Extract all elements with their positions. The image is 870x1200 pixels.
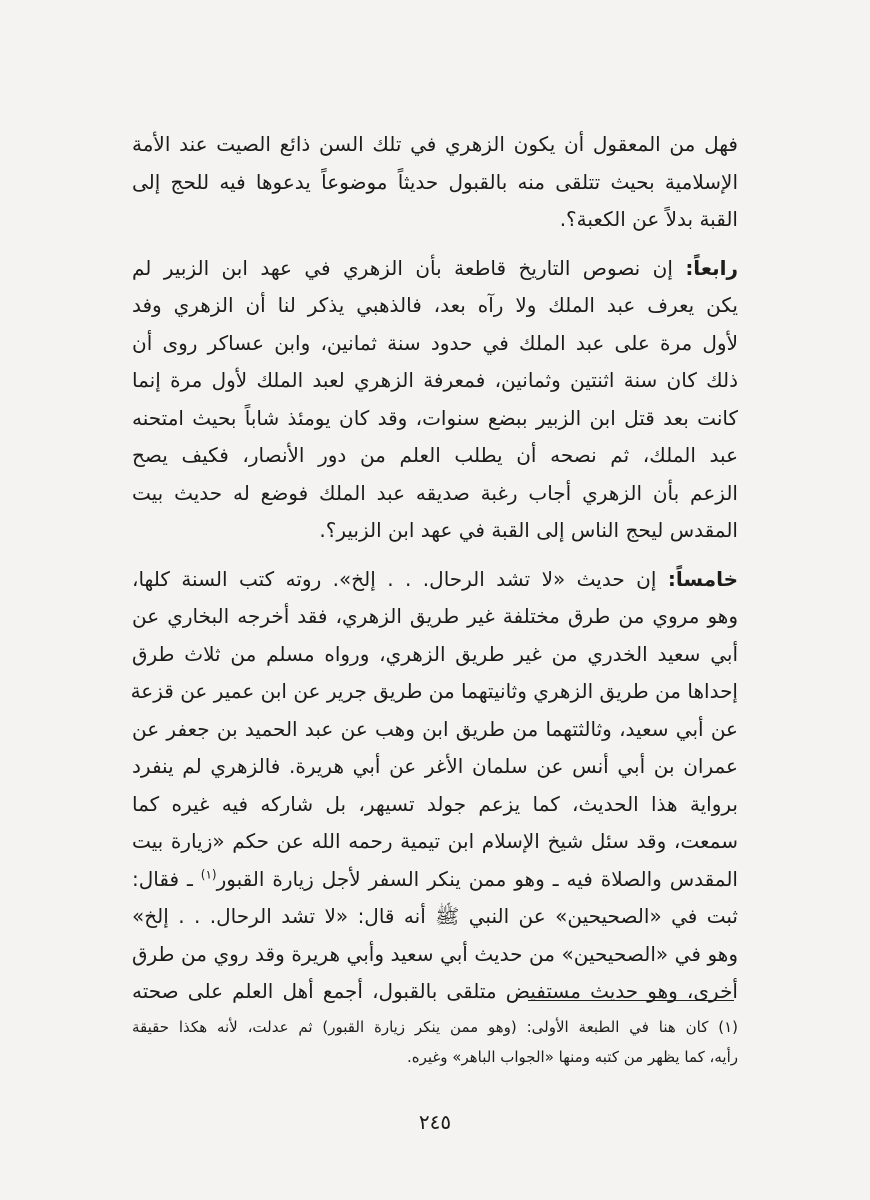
footnote-marker: (١) bbox=[200, 866, 217, 881]
page-number: ٢٤٥ bbox=[418, 1110, 452, 1134]
text-line bbox=[132, 561, 738, 599]
text-line: ذلك كان سنة اثنتين وثمانين، فمعرفة الزهري لعبد الملك لأول مرة إنما bbox=[132, 368, 738, 392]
text-line: يكن يعرف عبد الملك ولا رآه بعد، فالذهبي يذكر لنا أن الزهري وفد bbox=[132, 293, 738, 317]
text-line: القبة بدلاً عن الكعبة؟. bbox=[559, 207, 738, 231]
text-line: أبي سعيد الخدري من غير طريق الزهري، ورواه مسلم من ثلاث طرق bbox=[132, 641, 738, 666]
text-line: ثبت في «الصحيحين» عن النبي ﷺ أنه قال: «لا تشد الرحال. . . إلخ» bbox=[132, 904, 738, 928]
text-line: برواية هذا الحديث، كما يزعم جولد تسيهر، بل شاركه فيه غيره كما bbox=[132, 791, 738, 816]
text-line: المقدس ليحج الناس إلى القبة في عهد ابن الزبير؟. bbox=[319, 518, 738, 542]
paragraph-1 bbox=[132, 126, 738, 239]
paragraph-2 bbox=[132, 250, 738, 550]
text-line bbox=[132, 861, 738, 899]
footnotes bbox=[132, 1012, 738, 1072]
text-line: فهل من المعقول أن يكون الزهري في تلك السن ذائع الصيت عند الأمة bbox=[132, 132, 738, 156]
text-line: أخرى، وهو حديث مستفيض متلقى بالقبول، أجمع أهل العلم على صحته bbox=[132, 979, 738, 1003]
footnote-line: رأيه، كما يظهر من كتبه ومنها «الجواب الباهر» وغيره. bbox=[407, 1048, 738, 1066]
main-text bbox=[132, 126, 738, 1011]
paragraph-heading: رابعاً: bbox=[685, 255, 738, 280]
text-line: كانت بعد قتل ابن الزبير ببضع سنوات، وقد كان يومئذ شاباً بحيث امتحنه bbox=[132, 405, 738, 430]
text-line bbox=[132, 250, 738, 288]
text-line: عبد الملك، ثم نصحه أن يطلب العلم من دور الأنصار، فكيف يصح bbox=[132, 443, 738, 467]
footnote-line: (١) كان هنا في الطبعة الأولى: (وهو ممن ينكر زيارة القبور) ثم عدلت، لأنه هكذا حقيقة bbox=[132, 1018, 738, 1036]
paragraph-heading: خامساً: bbox=[667, 566, 739, 591]
text-span: المقدس والصلاة فيه ـ وهو ممن ينكر السفر لأجل زيارة القبور bbox=[216, 866, 738, 891]
text-line: سمعت، وقد سئل شيخ الإسلام ابن تيمية رحمه الله عن حكم «زيارة بيت bbox=[132, 829, 738, 853]
text-span: إن نصوص التاريخ قاطعة بأن الزهري في عهد ابن الزبير لم bbox=[132, 255, 673, 280]
text-line: إحداها من طريق الزهري وثانيتهما من طريق جرير عن ابن عمير عن قزعة bbox=[130, 679, 738, 703]
text-line: عمران بن أبي أنس عن سلمان الأغر عن أبي هريرة. فالزهري لم ينفرد bbox=[132, 754, 738, 778]
text-line: وهو في «الصحيحين» من حديث أبي سعيد وأبي هريرة وقد روي من طرق bbox=[132, 941, 738, 966]
text-span: ـ فقال: bbox=[132, 866, 201, 891]
text-line: عن أبي سعيد، وثالثتهما من طريق ابن وهب عن عبد الحميد بن جعفر عن bbox=[132, 716, 738, 741]
text-line: الزعم بأن الزهري أجاب رغبة صديقه عبد الملك فوضع له حديث بيت bbox=[132, 480, 738, 505]
paragraph-3 bbox=[132, 561, 738, 1011]
text-line: الإسلامية بحيث تتلقى منه بالقبول حديثاً موضوعاً يدعوها فيه للحج إلى bbox=[132, 169, 738, 194]
text-line: لأول مرة على عبد الملك في حدود سنة ثمانين، وابن عساكر روى أن bbox=[132, 330, 738, 355]
text-span: إن حديث «لا تشد الرحال. . . إلخ». روته كتب السنة كلها، bbox=[132, 566, 657, 591]
footnote-divider bbox=[528, 1000, 734, 1001]
text-line: وهو مروي من طرق مختلفة غير طريق الزهري، فقد أخرجه البخاري عن bbox=[132, 604, 738, 628]
